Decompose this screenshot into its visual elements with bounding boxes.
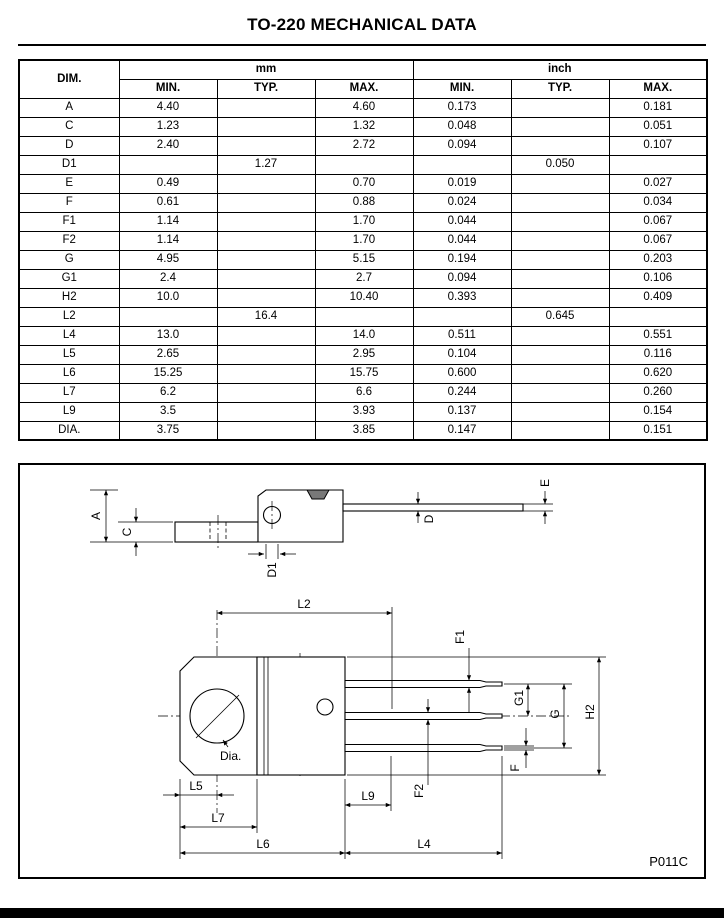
dim-label-d1: D1: [265, 562, 279, 578]
dim-label-e: E: [538, 478, 552, 488]
value-cell: [217, 345, 315, 364]
value-cell: [511, 250, 609, 269]
dim-cell: L6: [19, 364, 119, 383]
table-row: [19, 155, 707, 174]
value-cell: 0.104: [413, 345, 511, 364]
dim-cell: D1: [19, 155, 119, 174]
value-cell: [119, 155, 217, 174]
value-cell: 0.137: [413, 402, 511, 421]
value-cell: 0.051: [609, 117, 707, 136]
table-row: [19, 269, 707, 288]
value-cell: 0.203: [609, 250, 707, 269]
value-cell: 3.5: [119, 402, 217, 421]
value-cell: 5.15: [315, 250, 413, 269]
value-cell: [217, 364, 315, 383]
value-cell: 0.181: [609, 98, 707, 117]
value-cell: [511, 421, 609, 440]
value-cell: 1.14: [119, 212, 217, 231]
value-cell: [511, 174, 609, 193]
dim-l9: [345, 756, 391, 859]
dim-cell: C: [19, 117, 119, 136]
table-row: [19, 326, 707, 345]
dim-cell: A: [19, 98, 119, 117]
value-cell: 14.0: [315, 326, 413, 345]
value-cell: [315, 155, 413, 174]
value-cell: 1.23: [119, 117, 217, 136]
value-cell: 15.25: [119, 364, 217, 383]
value-cell: 1.27: [217, 155, 315, 174]
value-cell: [511, 193, 609, 212]
value-cell: [511, 364, 609, 383]
table-row: [19, 117, 707, 136]
dim-label-l7: L7: [211, 811, 225, 825]
table-row: [19, 193, 707, 212]
table-row: [19, 212, 707, 231]
value-cell: 0.050: [511, 155, 609, 174]
value-cell: 16.4: [217, 307, 315, 326]
value-cell: [217, 326, 315, 345]
dim-label-dia: Dia.: [220, 749, 242, 763]
inch-typ-header: TYP.: [511, 79, 609, 98]
value-cell: [511, 326, 609, 345]
side-view: [175, 490, 523, 549]
dim-cell: L9: [19, 402, 119, 421]
value-cell: 0.107: [609, 136, 707, 155]
dim-cell: L2: [19, 307, 119, 326]
inch-max-header: MAX.: [609, 79, 707, 98]
dim-label-f1: F1: [453, 629, 467, 645]
table-row: [19, 345, 707, 364]
inch-group-header: inch: [413, 60, 707, 79]
table-row: [19, 231, 707, 250]
dim-cell: D: [19, 136, 119, 155]
value-cell: [217, 402, 315, 421]
dim-cell: F2: [19, 231, 119, 250]
value-cell: 0.551: [609, 326, 707, 345]
value-cell: 0.044: [413, 212, 511, 231]
title-rule: [18, 44, 706, 46]
value-cell: [217, 269, 315, 288]
inch-min-header: MIN.: [413, 79, 511, 98]
sub-header-row: [19, 79, 707, 98]
figure-code: P011C: [649, 854, 688, 869]
value-cell: 0.88: [315, 193, 413, 212]
value-cell: [511, 269, 609, 288]
value-cell: [511, 402, 609, 421]
dim-cell: DIA.: [19, 421, 119, 440]
value-cell: [413, 155, 511, 174]
table-row: [19, 174, 707, 193]
value-cell: [217, 136, 315, 155]
value-cell: 6.6: [315, 383, 413, 402]
value-cell: [315, 307, 413, 326]
value-cell: [511, 288, 609, 307]
dim-cell: E: [19, 174, 119, 193]
value-cell: [217, 250, 315, 269]
dim-cell: H2: [19, 288, 119, 307]
dim-label-l4: L4: [417, 837, 431, 851]
value-cell: [217, 193, 315, 212]
value-cell: 0.048: [413, 117, 511, 136]
dim-cell: G: [19, 250, 119, 269]
value-cell: 3.75: [119, 421, 217, 440]
value-cell: [609, 307, 707, 326]
value-cell: [217, 421, 315, 440]
value-cell: 0.511: [413, 326, 511, 345]
value-cell: 0.173: [413, 98, 511, 117]
value-cell: 10.40: [315, 288, 413, 307]
dim-e: [523, 479, 553, 524]
dim-label-d: D: [422, 514, 436, 524]
value-cell: [119, 307, 217, 326]
value-cell: [511, 136, 609, 155]
front-view: [158, 610, 570, 813]
value-cell: 0.116: [609, 345, 707, 364]
dim-c: [118, 508, 173, 556]
dim-label-l2: L2: [297, 597, 311, 611]
dim-cell: F1: [19, 212, 119, 231]
value-cell: 0.019: [413, 174, 511, 193]
value-cell: 1.32: [315, 117, 413, 136]
value-cell: 1.70: [315, 231, 413, 250]
value-cell: 1.70: [315, 212, 413, 231]
value-cell: 3.93: [315, 402, 413, 421]
value-cell: 0.194: [413, 250, 511, 269]
value-cell: 4.95: [119, 250, 217, 269]
page-title: TO-220 MECHANICAL DATA: [247, 15, 477, 34]
dim-cell: L4: [19, 326, 119, 345]
value-cell: [609, 155, 707, 174]
value-cell: 0.61: [119, 193, 217, 212]
mm-typ-header: TYP.: [217, 79, 315, 98]
dim-label-g: G: [548, 709, 562, 719]
value-cell: [217, 231, 315, 250]
value-cell: 0.027: [609, 174, 707, 193]
mm-group-header: mm: [119, 60, 413, 79]
value-cell: 0.409: [609, 288, 707, 307]
table-row: [19, 288, 707, 307]
value-cell: 0.620: [609, 364, 707, 383]
mechanical-data-table: [18, 59, 708, 441]
table-row: [19, 250, 707, 269]
value-cell: 0.244: [413, 383, 511, 402]
dim-cell: L7: [19, 383, 119, 402]
value-cell: 0.645: [511, 307, 609, 326]
dim-l4: [345, 756, 502, 859]
value-cell: 0.094: [413, 136, 511, 155]
value-cell: 2.7: [315, 269, 413, 288]
value-cell: 0.49: [119, 174, 217, 193]
value-cell: [217, 288, 315, 307]
value-cell: [511, 231, 609, 250]
value-cell: 0.147: [413, 421, 511, 440]
dim-column-header: DIM.: [19, 60, 119, 98]
value-cell: [511, 345, 609, 364]
value-cell: 0.154: [609, 402, 707, 421]
dim-label-l6: L6: [256, 837, 270, 851]
value-cell: 2.72: [315, 136, 413, 155]
value-cell: 0.151: [609, 421, 707, 440]
value-cell: 0.600: [413, 364, 511, 383]
mechanical-drawing-svg: [20, 465, 704, 877]
value-cell: 0.106: [609, 269, 707, 288]
value-cell: 1.14: [119, 231, 217, 250]
dim-label-g1: G1: [512, 689, 526, 707]
dim-label-f: F: [508, 764, 522, 772]
dim-label-f2: F2: [412, 783, 426, 799]
value-cell: [413, 307, 511, 326]
value-cell: 0.034: [609, 193, 707, 212]
value-cell: 2.65: [119, 345, 217, 364]
value-cell: 0.393: [413, 288, 511, 307]
value-cell: [217, 212, 315, 231]
value-cell: 0.044: [413, 231, 511, 250]
table-row: [19, 383, 707, 402]
dim-cell: L5: [19, 345, 119, 364]
value-cell: 15.75: [315, 364, 413, 383]
table-row: [19, 364, 707, 383]
dim-cell: F: [19, 193, 119, 212]
value-cell: [511, 212, 609, 231]
table-row: [19, 307, 707, 326]
dim-label-l9: L9: [361, 789, 375, 803]
table-row: [19, 421, 707, 440]
mechanical-drawing-figure: [18, 463, 706, 879]
value-cell: [217, 383, 315, 402]
value-cell: 4.60: [315, 98, 413, 117]
mm-min-header: MIN.: [119, 79, 217, 98]
dim-cell: G1: [19, 269, 119, 288]
table-row: [19, 402, 707, 421]
value-cell: 0.067: [609, 212, 707, 231]
dim-label-a: A: [89, 511, 103, 521]
value-cell: 6.2: [119, 383, 217, 402]
value-cell: 4.40: [119, 98, 217, 117]
dim-label-c: C: [120, 527, 134, 537]
value-cell: 0.260: [609, 383, 707, 402]
value-cell: 2.95: [315, 345, 413, 364]
value-cell: [217, 117, 315, 136]
footer-bar: [0, 908, 724, 918]
value-cell: 13.0: [119, 326, 217, 345]
dim-l6: [180, 837, 345, 853]
value-cell: [511, 98, 609, 117]
value-cell: 0.024: [413, 193, 511, 212]
value-cell: [217, 174, 315, 193]
value-cell: [511, 117, 609, 136]
dim-f: [504, 728, 534, 772]
dim-f1: [453, 630, 469, 713]
value-cell: 0.70: [315, 174, 413, 193]
dim-label-h2: H2: [583, 704, 597, 720]
value-cell: 0.067: [609, 231, 707, 250]
table-row: [19, 98, 707, 117]
value-cell: 0.094: [413, 269, 511, 288]
group-header-row: [19, 60, 707, 79]
table-row: [19, 136, 707, 155]
value-cell: 2.4: [119, 269, 217, 288]
value-cell: 2.40: [119, 136, 217, 155]
value-cell: 10.0: [119, 288, 217, 307]
dim-label-l5: L5: [189, 779, 203, 793]
mm-max-header: MAX.: [315, 79, 413, 98]
value-cell: [511, 383, 609, 402]
dim-d1: [248, 544, 296, 578]
value-cell: [217, 98, 315, 117]
value-cell: 3.85: [315, 421, 413, 440]
